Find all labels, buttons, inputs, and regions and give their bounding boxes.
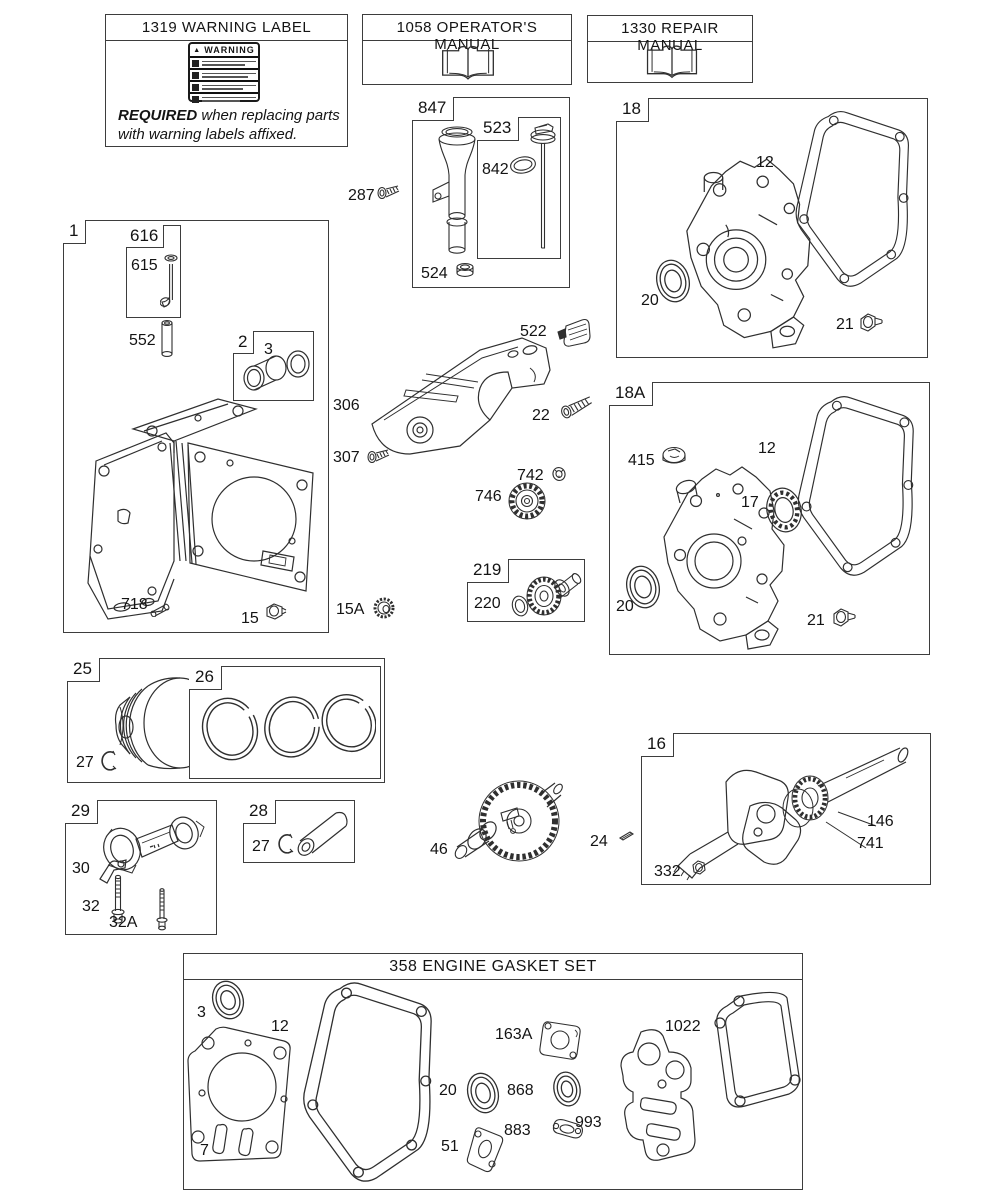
gasket-set-title: 358 ENGINE GASKET SET (184, 954, 802, 980)
camshaft-46-drawing (443, 773, 565, 869)
gasket-51-drawing (464, 1124, 506, 1174)
callout-146: 146 (867, 813, 894, 830)
callout-307: 307 (333, 449, 360, 466)
callout-15A: 15A (336, 601, 365, 618)
box-26-number: 26 (189, 666, 222, 690)
screw-287-drawing (376, 182, 402, 202)
cylinder-shield-306-drawing (362, 328, 562, 463)
callout-51: 51 (441, 1138, 459, 1155)
seal-20-drawing (464, 1070, 502, 1116)
sticker-pictogram-icon (192, 72, 199, 79)
sticker-row (190, 70, 258, 82)
sticker-row (190, 58, 258, 70)
callout-27: 27 (252, 838, 270, 855)
callout-20: 20 (439, 1082, 457, 1099)
callout-615: 615 (131, 257, 158, 274)
rod-bolt-32A-drawing (154, 887, 170, 933)
cover-gasket-drawing (784, 103, 918, 293)
key-24-drawing (617, 830, 635, 842)
sticker-pictogram-icon (192, 84, 199, 91)
cover-gasket-18A-drawing (786, 391, 923, 579)
callout-46: 46 (430, 841, 448, 858)
piston-rings-drawing (196, 681, 376, 775)
callout-993: 993 (575, 1114, 602, 1131)
book-icon (643, 41, 701, 81)
callout-524: 524 (421, 265, 448, 282)
callout-332: 332 (654, 863, 681, 880)
nut-524-drawing (455, 262, 475, 280)
repair-manual-title: 1330 REPAIR MANUAL (588, 16, 752, 42)
governor-gear-746-drawing (506, 480, 548, 522)
callout-552: 552 (129, 332, 156, 349)
box-2-number: 2 (233, 331, 254, 354)
drain-plug-21-drawing (830, 605, 858, 631)
callout-32: 32 (82, 898, 100, 915)
box-25-number: 25 (67, 658, 100, 682)
box-18A-number: 18A (609, 382, 653, 406)
callout-21: 21 (836, 316, 854, 333)
piston-pin-box (243, 800, 355, 863)
callout-868: 868 (507, 1082, 534, 1099)
washer-742-drawing (551, 466, 567, 482)
callout-12: 12 (271, 1018, 289, 1035)
head-gasket-7-drawing (186, 1024, 294, 1166)
repair-manual-box (587, 15, 753, 83)
retaining-ring-27-drawing (100, 749, 120, 773)
timing-gear-219-drawing (522, 564, 584, 620)
cylinder-block-drawing (78, 391, 330, 631)
callout-3: 3 (197, 1004, 206, 1021)
bolt-22-drawing (558, 392, 598, 420)
callout-22: 22 (532, 407, 550, 424)
box-523-number: 523 (477, 117, 519, 141)
callout-718: 718 (121, 596, 148, 613)
box-16-number: 16 (641, 733, 674, 757)
callout-741: 741 (857, 835, 884, 852)
callout-742: 742 (517, 467, 544, 484)
sticker-row (190, 94, 258, 104)
callout-415: 415 (628, 452, 655, 469)
breather-522-drawing (552, 316, 592, 350)
box-28-number: 28 (243, 800, 276, 824)
box-219-number: 219 (467, 559, 509, 583)
warning-sticker-header: ▲ WARNING (190, 44, 258, 58)
callout-27: 27 (76, 754, 94, 771)
plug-15A-drawing (372, 596, 398, 620)
governor-shaft-drawing (160, 252, 180, 314)
callout-306: 306 (333, 397, 360, 414)
callout-15: 15 (241, 610, 259, 627)
box-847-number: 847 (412, 97, 454, 121)
warning-sticker (188, 42, 260, 102)
book-icon (438, 41, 498, 83)
callout-24: 24 (590, 833, 608, 850)
nut-332-drawing (688, 858, 710, 878)
crankcase-cover-box-18A (609, 382, 930, 655)
sticker-pictogram-icon (192, 60, 199, 67)
callout-7: 7 (200, 1142, 209, 1159)
cylinder-box (63, 220, 329, 633)
drain-plug-21-drawing (857, 311, 885, 335)
callout-20: 20 (616, 598, 634, 615)
callout-12: 12 (758, 440, 776, 457)
rocker-gasket-1022-drawing (711, 988, 805, 1112)
callout-30: 30 (72, 860, 90, 877)
callout-32A: 32A (109, 914, 138, 931)
screw-307-drawing (366, 446, 392, 466)
box-18-number: 18 (616, 98, 649, 122)
operators-manual-title: 1058 OPERATOR'S MANUAL (363, 15, 571, 41)
warning-note: REQUIRED when replacing parts with warning labels affixed. (118, 107, 340, 143)
callout-883: 883 (504, 1122, 531, 1139)
ring-set-box (189, 666, 381, 779)
oil-seal-20-drawing (655, 257, 691, 305)
connecting-rod-box (65, 800, 217, 935)
governor-shaft-box (126, 225, 181, 318)
callout-842: 842 (482, 161, 509, 178)
warning-note-bold: REQUIRED (118, 107, 198, 124)
dipstick-drawing (526, 120, 560, 256)
callout-3: 3 (264, 341, 273, 358)
warning-label-box (105, 14, 348, 147)
box-29-number: 29 (65, 800, 98, 824)
callout-21: 21 (807, 612, 825, 629)
piston-box (67, 658, 385, 783)
warning-triangle-icon: ▲ (193, 46, 202, 54)
dipstick-box (477, 117, 561, 259)
carb-gasket-163A-drawing (535, 1013, 583, 1063)
seal-3-drawing (207, 978, 249, 1022)
sticker-row (190, 82, 258, 94)
seal-868-drawing (549, 1068, 585, 1110)
box-1-number: 1 (63, 220, 86, 244)
gasket-set-box (183, 953, 803, 1190)
callout-287: 287 (348, 187, 375, 204)
oil-fill-box (412, 97, 570, 288)
callout-17: 17 (741, 494, 759, 511)
warning-box-title: 1319 WARNING LABEL (106, 15, 347, 41)
callout-746: 746 (475, 488, 502, 505)
piston-pin-drawing (290, 805, 352, 857)
dowel-pin-718-drawing (148, 601, 172, 617)
breather-gasket-993-drawing (605, 1024, 705, 1166)
plug-15-drawing (262, 601, 288, 623)
callout-220: 220 (474, 595, 501, 612)
sticker-pictogram-icon (192, 96, 199, 103)
callout-12: 12 (756, 154, 774, 171)
crankcase-cover-box-18 (616, 98, 928, 358)
box-616-number: 616 (126, 225, 164, 248)
callout-522: 522 (520, 323, 547, 340)
valve-guide-552-drawing (160, 319, 174, 359)
callout-20: 20 (641, 292, 659, 309)
gear-reduction-box (467, 559, 585, 622)
gasket-12-drawing (290, 976, 442, 1186)
crankshaft-box (641, 733, 931, 885)
callout-163A: 163A (495, 1026, 533, 1043)
callout-1022: 1022 (665, 1018, 701, 1035)
operators-manual-box (362, 14, 572, 85)
